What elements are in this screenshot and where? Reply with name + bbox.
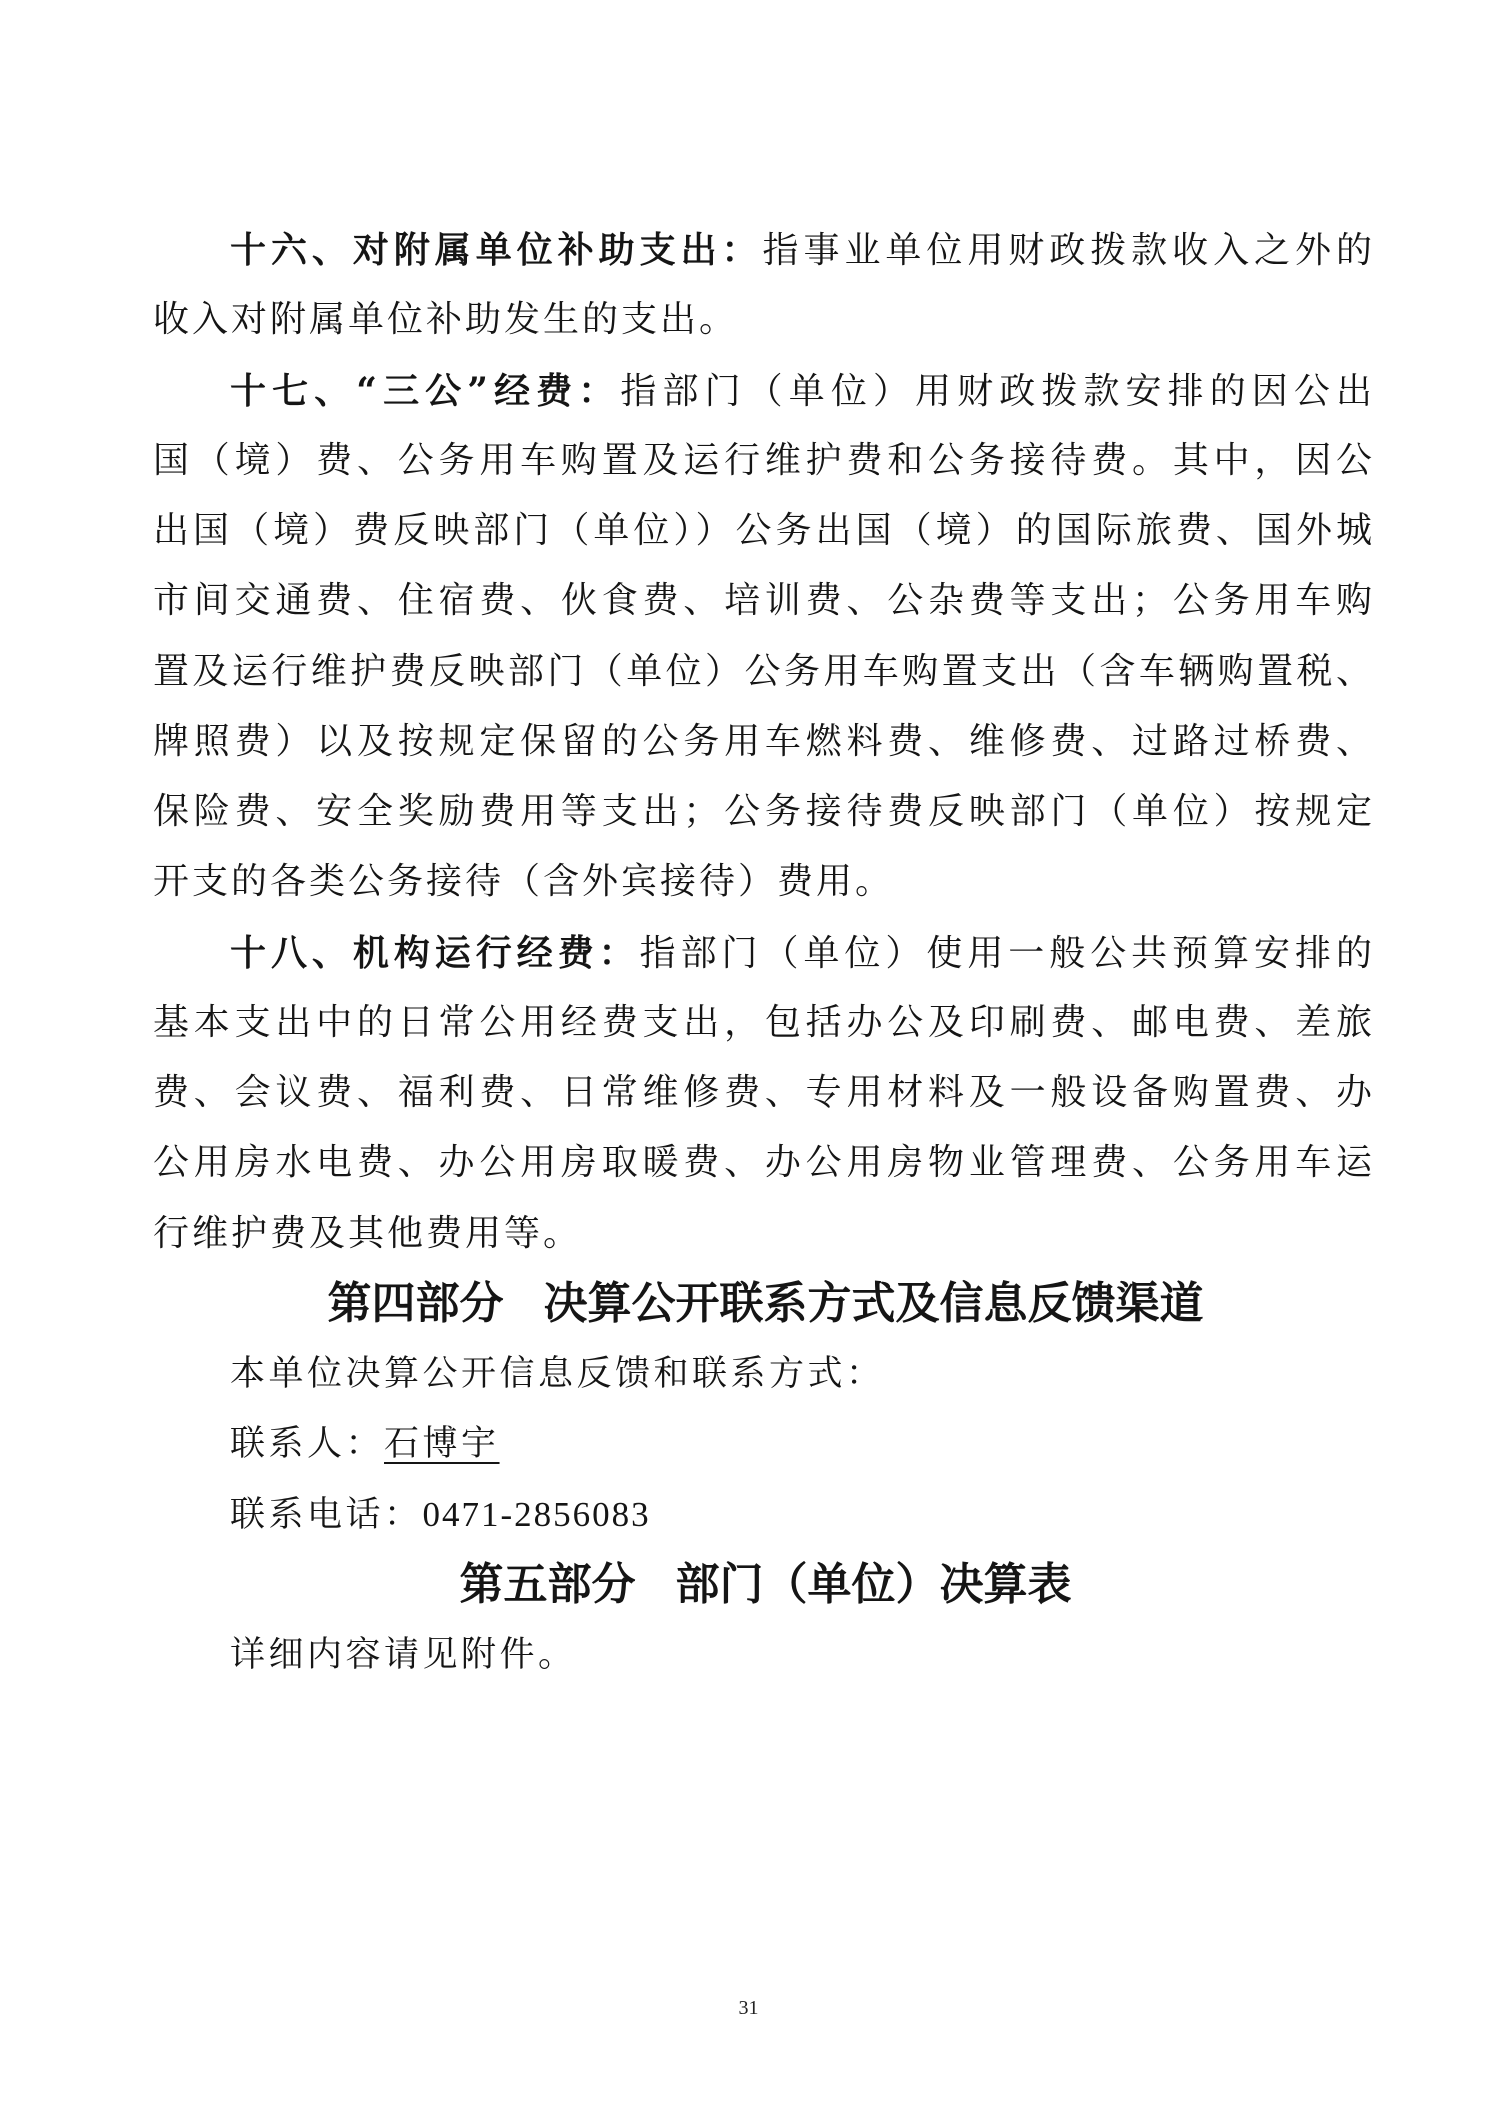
definition-term: 十七、“三公”经费： xyxy=(230,369,621,412)
paragraph-line: 保险费、安全奖励费用等支出；公务接待费反映部门（单位）按规定 xyxy=(153,791,1372,832)
contact-phone-label: 联系电话： xyxy=(230,1494,423,1535)
page-number: 31 xyxy=(738,1997,759,2019)
paragraph-line: 基本支出中的日常公用经费支出，包括办公及印刷费、邮电费、差旅 xyxy=(153,1001,1372,1043)
definition-text: 指部门（单位）使用一般公共预算安排的 xyxy=(639,932,1372,974)
definition-term: 十八、机构运行经费： xyxy=(230,931,640,974)
contact-person-name: 石博宇 xyxy=(384,1424,500,1465)
contact-intro: 本单位决算公开信息反馈和联系方式： xyxy=(230,1354,885,1394)
section-heading-part5 xyxy=(153,1550,1372,1620)
section-title: 部门（单位）决算表 xyxy=(675,1558,1072,1610)
paragraph-line: 国（境）费、公务用车购置及运行维护费和公务接待费。其中，因公 xyxy=(153,439,1372,481)
definition-text: 指事业单位用财政拨款收入之外的 xyxy=(762,230,1372,271)
paragraph-line: 市间交通费、住宿费、伙食费、培训费、公杂费等支出；公务用车购 xyxy=(153,580,1372,622)
paragraph-line: 公用房水电费、办公用房取暖费、办公用房物业管理费、公务用车运 xyxy=(153,1142,1372,1184)
paragraph-line xyxy=(153,356,1372,426)
contact-phone xyxy=(153,1480,1372,1550)
contact-person-label: 联系人： xyxy=(230,1424,385,1465)
definition-term: 十六、对附属单位补助支出： xyxy=(230,229,763,271)
paragraph-line: 行维护费及其他费用等。 xyxy=(153,1212,583,1254)
contact-person xyxy=(153,1409,1372,1479)
contact-phone-number: 0471-2856083 xyxy=(422,1494,651,1534)
paragraph-line xyxy=(153,215,1372,285)
section-heading-part4 xyxy=(153,1269,1372,1339)
paragraph-line: 出国（境）费反映部门（单位））公务出国（境）的国际旅费、国外城 xyxy=(153,510,1372,551)
section-number: 第五部分 xyxy=(459,1558,636,1610)
paragraph-line: 置及运行维护费反映部门（单位）公务用车购置支出（含车辆购置税、 xyxy=(153,650,1372,692)
document-body xyxy=(153,215,1372,1690)
section-number: 第四部分 xyxy=(327,1277,504,1329)
attachment-note: 详细内容请见附件。 xyxy=(230,1635,577,1675)
section-title: 决算公开联系方式及信息反馈渠道 xyxy=(543,1277,1204,1329)
paragraph-line xyxy=(153,918,1372,988)
paragraph-line: 费、会议费、福利费、日常维修费、专用材料及一般设备购置费、办 xyxy=(153,1072,1372,1113)
paragraph-line: 开支的各类公务接待（含外宾接待）费用。 xyxy=(153,861,895,903)
definition-text: 指部门（单位）用财政拨款安排的因公出 xyxy=(620,370,1372,412)
paragraph-line: 牌照费）以及按规定保留的公务用车燃料费、维修费、过路过桥费、 xyxy=(153,720,1372,762)
paragraph-line: 收入对附属单位补助发生的支出。 xyxy=(153,299,739,341)
